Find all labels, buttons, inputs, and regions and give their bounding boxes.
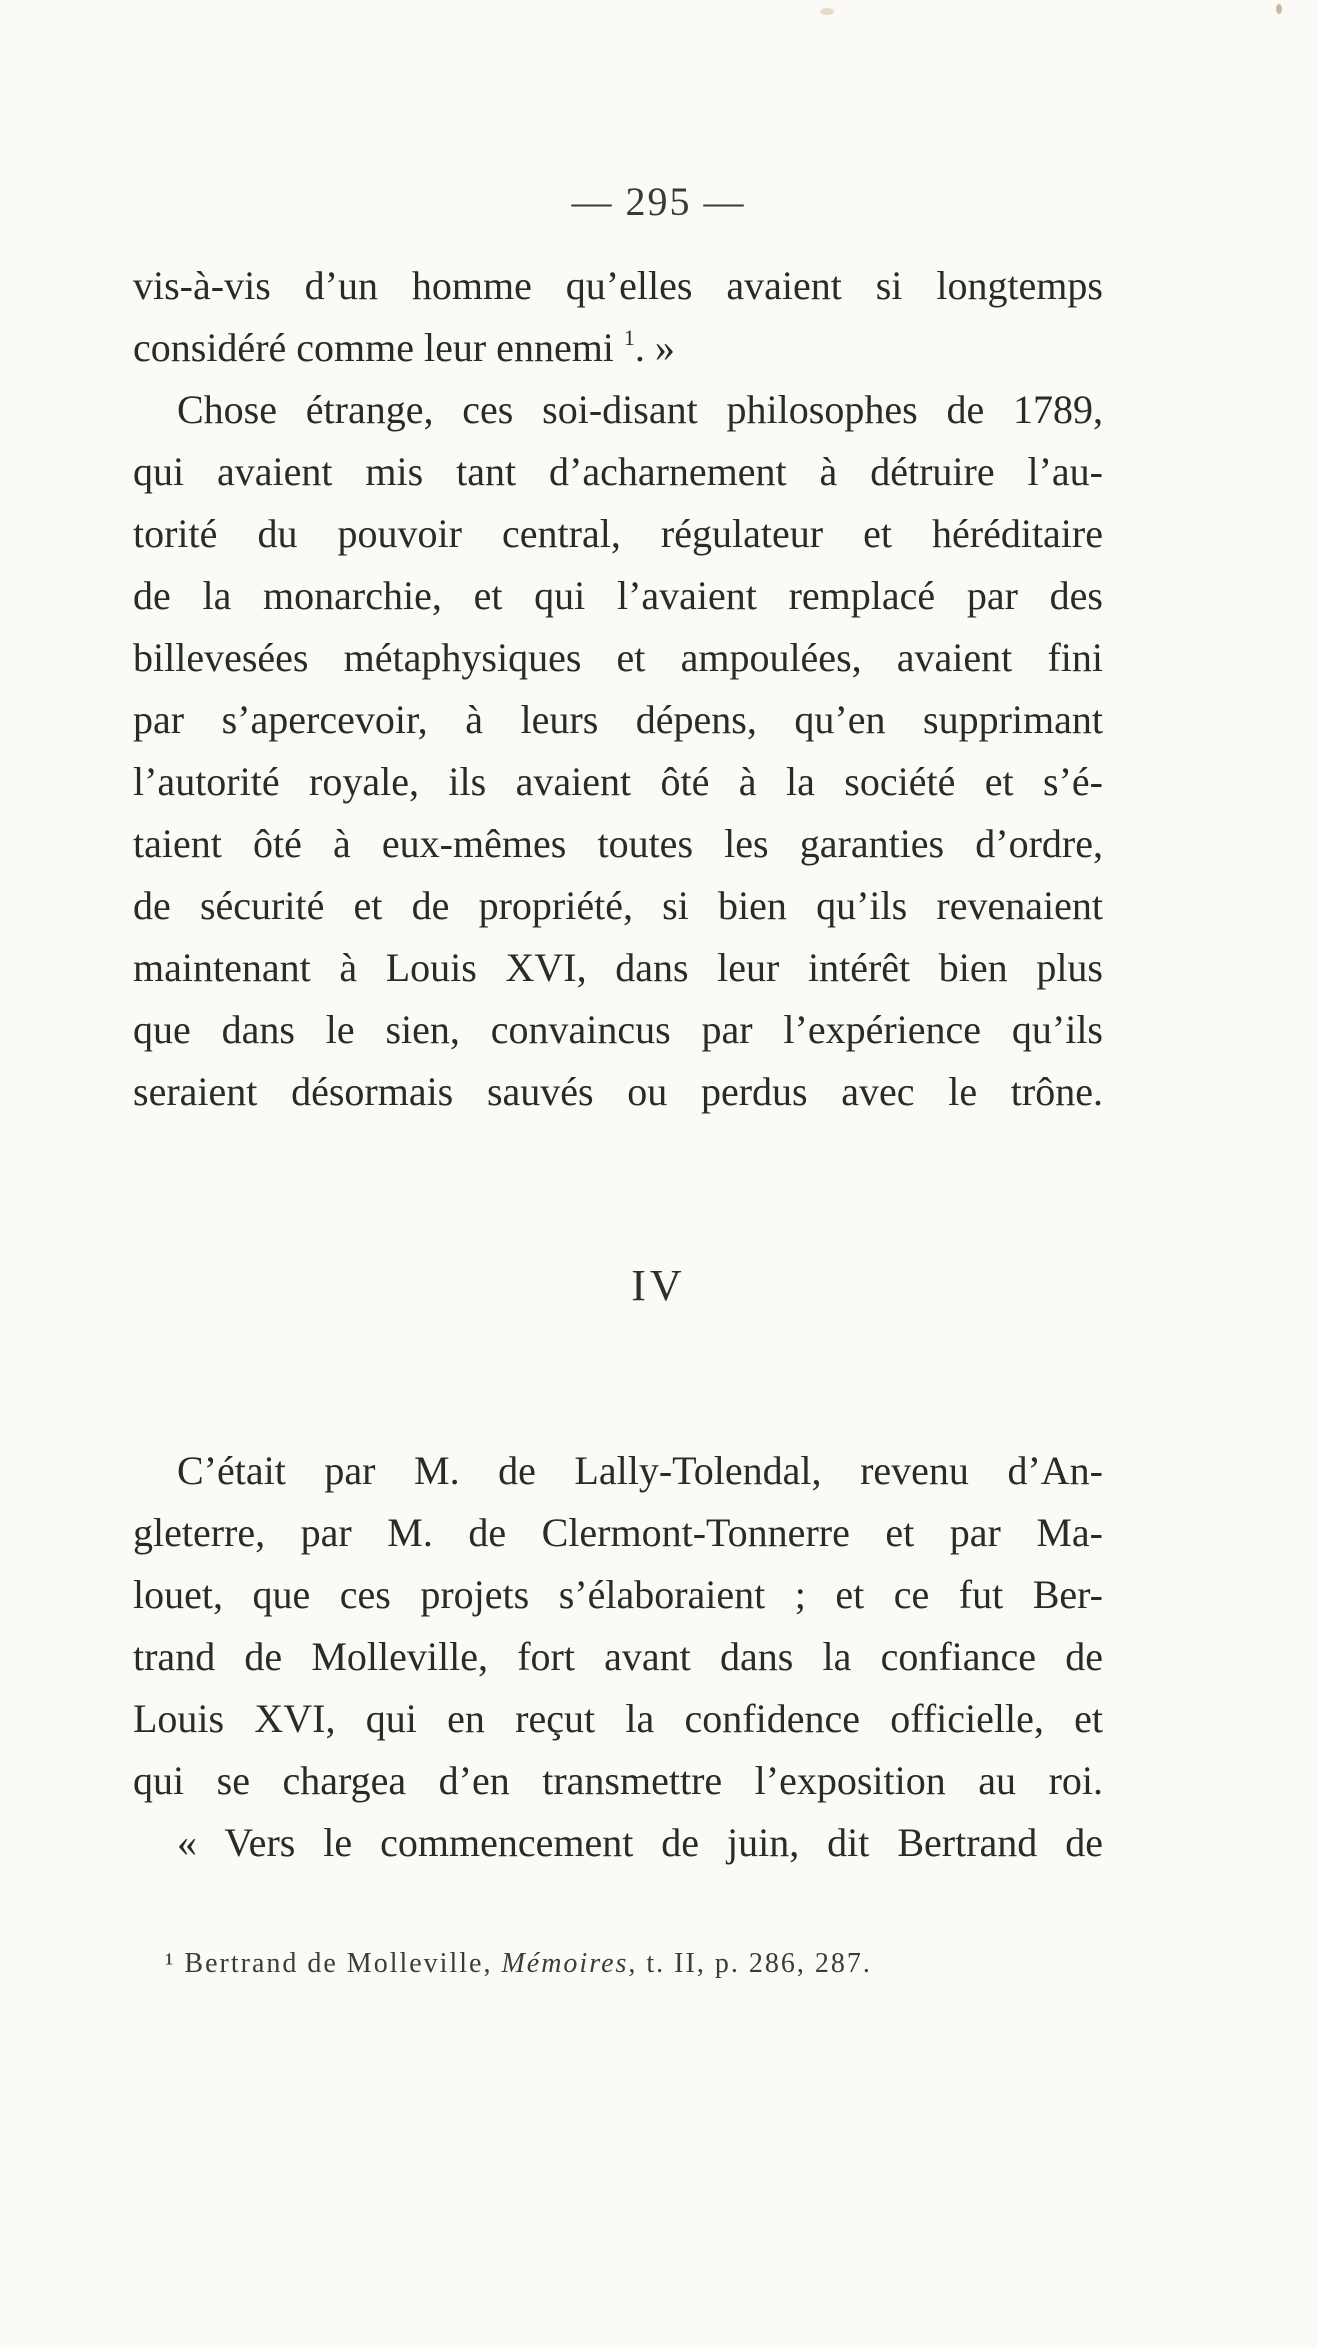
text-line: seraient désormais sauvés ou perdus avec le trône.	[133, 1069, 1103, 1114]
footnote	[165, 1948, 872, 1980]
paper-speck	[1276, 4, 1282, 14]
section-heading: IV	[631, 1261, 686, 1310]
text-line: Louis XVI, qui en reçut la confidence officielle, et	[133, 1696, 1103, 1741]
paragraph-continuation	[133, 255, 1103, 379]
page-number: — 295 —	[571, 179, 746, 224]
text-line: qui avaient mis tant d’acharnement à détruire l’au-	[133, 449, 1103, 494]
text-line: vis-à-vis d’un homme qu’elles avaient si longtemps	[133, 263, 1103, 308]
text-line: Chose étrange, ces soi-disant philosophes de 1789,	[177, 387, 1103, 432]
text-line: trand de Molleville, fort avant dans la confiance de	[133, 1634, 1103, 1679]
footnote-reference-pages: t. II, p. 286, 287.	[646, 1948, 872, 1979]
footnote-work-title: Mémoires,	[501, 1948, 638, 1979]
paragraph-lally-tolendal	[133, 1440, 1103, 1874]
text-line: torité du pouvoir central, régulateur et héréditaire	[133, 511, 1103, 556]
text-line: que dans le sien, convaincus par l’expérience qu’ils	[133, 1007, 1103, 1052]
text-line: maintenant à Louis XVI, dans leur intérêt bien plus	[133, 945, 1103, 990]
paragraph-philosophes	[133, 379, 1103, 1123]
text-line: louet, que ces projets s’élaboraient ; et ce fut Ber-	[133, 1572, 1103, 1617]
text-fragment: . »	[634, 325, 675, 370]
text-line: par s’apercevoir, à leurs dépens, qu’en supprimant	[133, 697, 1103, 742]
text-line: billevesées métaphysiques et ampoulées, avaient fini	[133, 635, 1103, 680]
text-line: taient ôté à eux-mêmes toutes les garanties d’ordre,	[133, 821, 1103, 866]
text-line: « Vers le commencement de juin, dit Bertrand de	[177, 1820, 1103, 1865]
footnote-author: Bertrand de Molleville,	[184, 1948, 493, 1979]
paper-speck	[820, 8, 834, 15]
text-line: qui se chargea d’en transmettre l’exposition au roi.	[133, 1758, 1103, 1803]
footnote-marker: ¹	[165, 1948, 176, 1979]
text-line: de sécurité et de propriété, si bien qu’ils revenaient	[133, 883, 1103, 928]
text-fragment: considéré comme leur ennemi	[133, 325, 614, 370]
text-line	[133, 317, 1103, 379]
text-line: gleterre, par M. de Clermont-Tonnerre et par Ma-	[133, 1510, 1103, 1555]
footnote-reference: 1	[623, 325, 635, 350]
text-line: l’autorité royale, ils avaient ôté à la société et s’é-	[133, 759, 1103, 804]
text-line: C’était par M. de Lally-Tolendal, revenu d’An-	[177, 1448, 1103, 1493]
text-line: de la monarchie, et qui l’avaient remplacé par des	[133, 573, 1103, 618]
